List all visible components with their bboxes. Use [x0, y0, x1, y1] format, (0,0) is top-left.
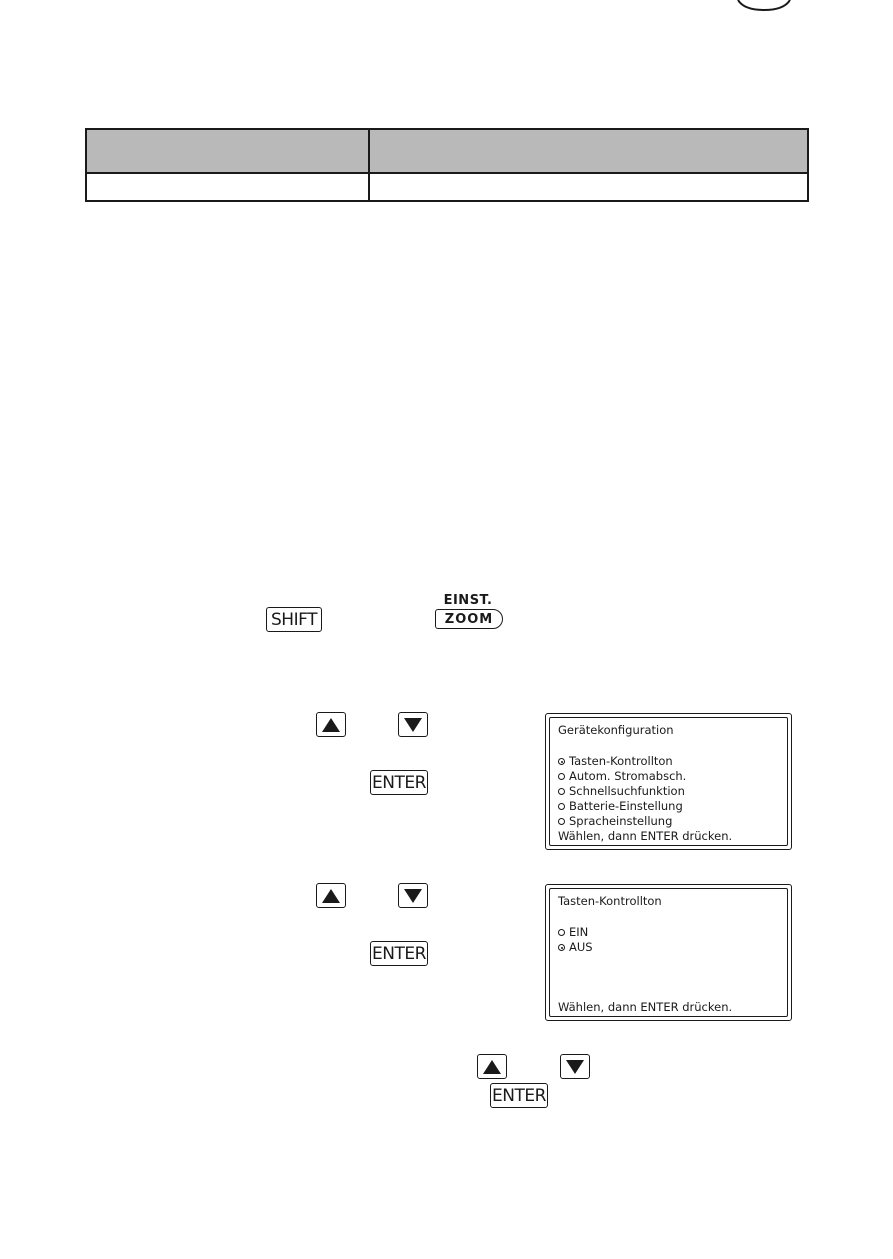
screen-footer: Wählen, dann ENTER drücken.	[558, 829, 733, 843]
option-item[interactable]: Spracheinstellung	[558, 814, 672, 828]
radio-empty-icon	[558, 788, 565, 795]
option-item[interactable]: Autom. Stromabsch.	[558, 769, 686, 783]
down-arrow-key[interactable]	[398, 883, 428, 908]
zoom-key-label: ZOOM	[444, 611, 494, 627]
lcd-screen-key-tone	[545, 884, 792, 1021]
radio-empty-icon	[558, 929, 565, 936]
spec-table	[85, 128, 809, 202]
radio-empty-icon	[558, 803, 565, 810]
lcd-screen-device-config	[545, 713, 792, 850]
table-header-row	[87, 130, 807, 174]
down-arrow-key[interactable]	[560, 1054, 590, 1079]
radio-empty-icon	[558, 818, 565, 825]
table-column-divider	[368, 130, 370, 200]
down-triangle-icon	[566, 1060, 584, 1074]
down-triangle-icon	[404, 718, 422, 732]
zoom-key-group[interactable]	[434, 593, 506, 633]
option-item[interactable]: EIN	[558, 925, 588, 939]
up-triangle-icon	[322, 889, 340, 903]
enter-key[interactable]	[370, 941, 428, 966]
enter-key[interactable]	[490, 1083, 548, 1108]
table-row	[87, 174, 807, 200]
screen-footer: Wählen, dann ENTER drücken.	[558, 1000, 733, 1014]
option-item[interactable]: Schnellsuchfunktion	[558, 784, 685, 798]
enter-key-label: ENTER	[492, 1085, 546, 1106]
shift-key[interactable]	[266, 607, 322, 632]
down-arrow-key[interactable]	[398, 712, 428, 737]
enter-key-label: ENTER	[372, 943, 426, 964]
einst-label: EINST.	[443, 593, 493, 608]
down-triangle-icon	[404, 889, 422, 903]
up-arrow-key[interactable]	[477, 1054, 507, 1079]
up-arrow-key[interactable]	[316, 883, 346, 908]
page-top-area	[0, 0, 893, 20]
up-triangle-icon	[322, 718, 340, 732]
up-arrow-key[interactable]	[316, 712, 346, 737]
lcd-screen-frame	[549, 717, 788, 846]
screen-title: Gerätekonfiguration	[558, 723, 674, 737]
radio-empty-icon	[558, 773, 565, 780]
option-item[interactable]: Tasten-Kontrollton	[558, 754, 673, 768]
corner-mark	[734, 0, 794, 12]
option-item[interactable]: AUS	[558, 940, 593, 954]
zoom-key[interactable]	[435, 609, 503, 629]
radio-selected-icon	[558, 944, 565, 951]
up-triangle-icon	[483, 1060, 501, 1074]
screen-title: Tasten-Kontrollton	[558, 894, 662, 908]
radio-selected-icon	[558, 758, 565, 765]
shift-key-label: SHIFT	[271, 609, 317, 630]
option-item[interactable]: Batterie-Einstellung	[558, 799, 683, 813]
lcd-screen-frame	[549, 888, 788, 1017]
enter-key[interactable]	[370, 770, 428, 795]
enter-key-label: ENTER	[372, 772, 426, 793]
